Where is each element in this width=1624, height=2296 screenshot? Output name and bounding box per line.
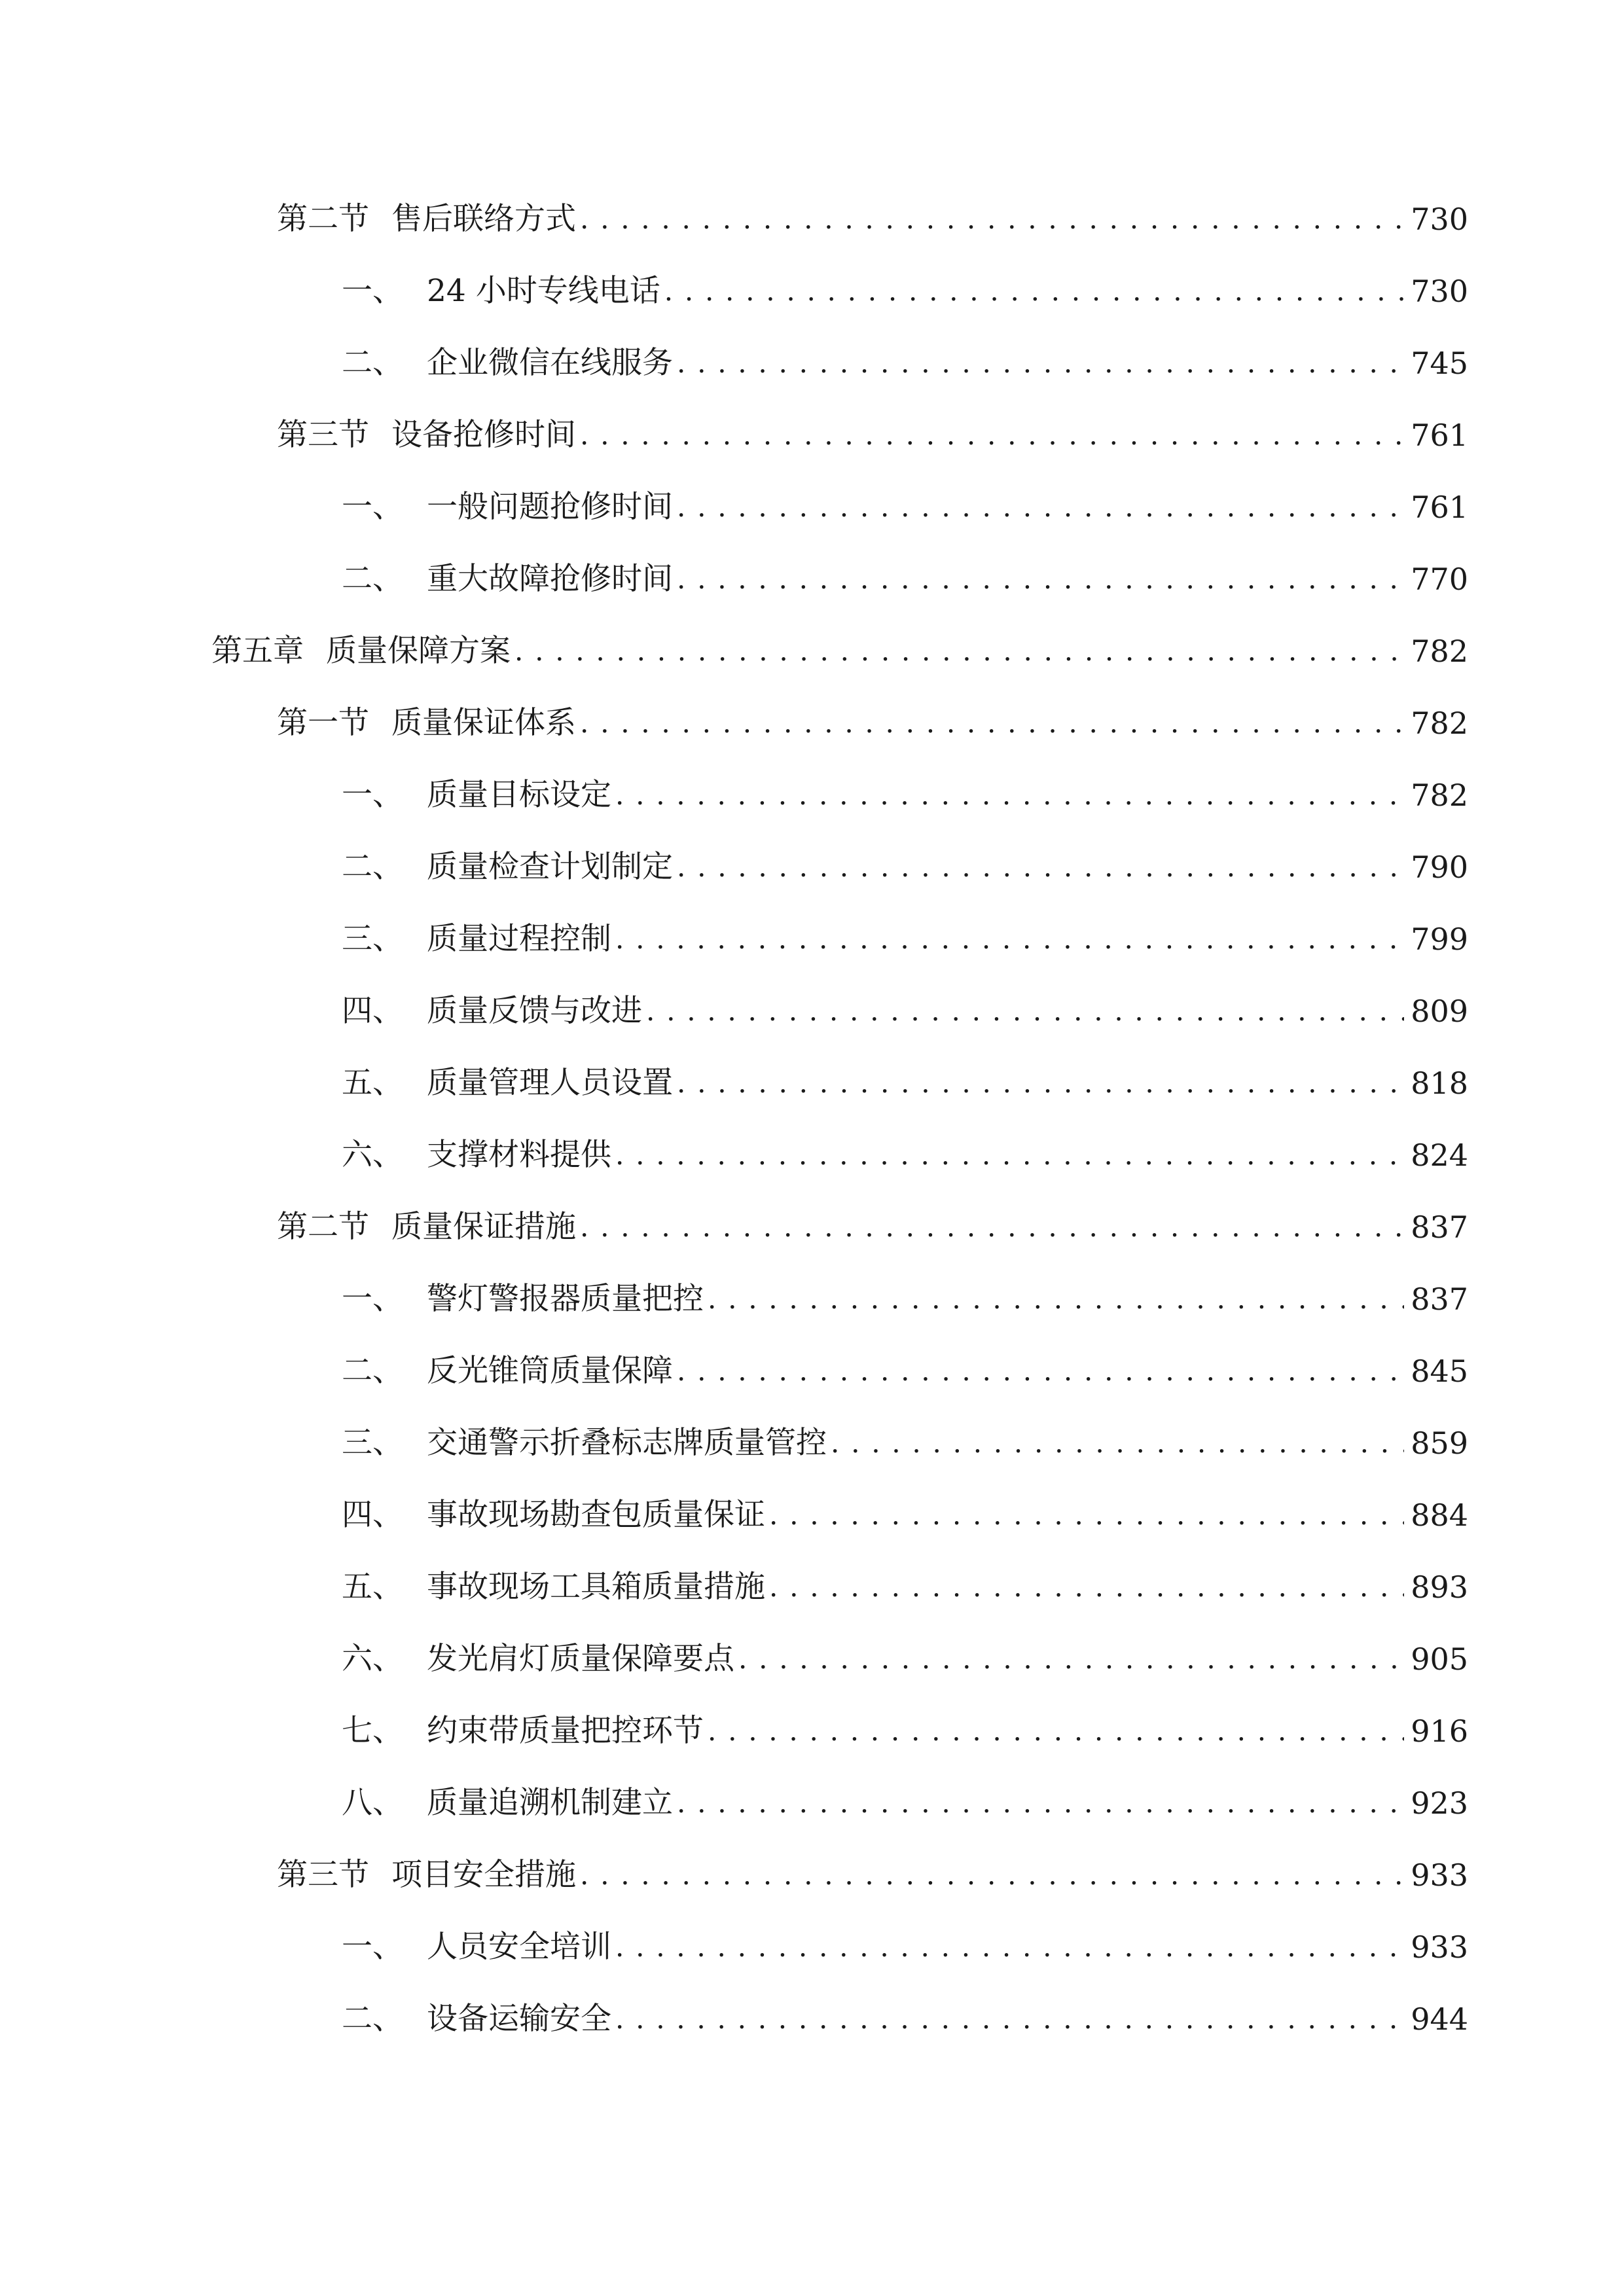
toc-entry-title: 事故现场勘查包质量保证 <box>427 1497 765 1533</box>
toc-entry-number: 第一节 <box>277 705 369 741</box>
dot-leader <box>646 985 1404 1037</box>
toc-entry-number: 二、 <box>342 849 403 885</box>
toc-entry-number: 第二节 <box>277 1209 369 1245</box>
toc-entry-item[interactable] <box>342 1633 1468 1685</box>
toc-entry-page: 782 <box>1411 706 1468 741</box>
toc-entry-title: 项目安全措施 <box>391 1857 576 1893</box>
dot-leader <box>580 409 1404 461</box>
dot-leader <box>738 1633 1404 1685</box>
toc-entry-item[interactable] <box>342 1561 1468 1613</box>
toc-entry-page: 761 <box>1411 418 1468 453</box>
dot-leader <box>615 769 1404 821</box>
toc-entry-number: 六、 <box>342 1641 403 1677</box>
dot-leader <box>677 553 1404 605</box>
toc-entry-page: 893 <box>1411 1570 1468 1605</box>
dot-leader <box>769 1489 1404 1541</box>
toc-entry-page: 730 <box>1411 202 1468 237</box>
dot-leader <box>708 1705 1404 1757</box>
toc-entry-title: 24 小时专线电话 <box>427 273 660 309</box>
toc-entry-number: 四、 <box>342 1497 403 1533</box>
dot-leader <box>580 193 1404 245</box>
toc-entry-number: 二、 <box>342 561 403 597</box>
toc-entry-title: 发光肩灯质量保障要点 <box>427 1641 734 1677</box>
toc-entry-section[interactable] <box>277 1201 1468 1253</box>
toc-entry-number: 五、 <box>342 1065 403 1101</box>
toc-entry-number: 二、 <box>342 345 403 381</box>
toc-entry-page: 799 <box>1411 922 1468 957</box>
toc-entry-item[interactable] <box>342 913 1468 965</box>
toc-entry-item[interactable] <box>342 769 1468 821</box>
toc-entry-title: 警灯警报器质量把控 <box>427 1281 704 1317</box>
toc-entry-number: 第三节 <box>277 1857 369 1893</box>
toc-entry-number: 五、 <box>342 1569 403 1605</box>
toc-entry-number: 二、 <box>342 2001 403 2037</box>
toc-entry-title: 支撑材料提供 <box>427 1137 611 1173</box>
toc-entry-number: 四、 <box>342 993 403 1029</box>
toc-entry-title: 设备运输安全 <box>427 2001 611 2037</box>
toc-entry-item[interactable] <box>342 1921 1468 1973</box>
toc-entry-page: 916 <box>1411 1713 1468 1749</box>
dot-leader <box>677 1345 1404 1397</box>
toc-entry-number: 六、 <box>342 1137 403 1173</box>
toc-entry-page: 905 <box>1411 1641 1468 1677</box>
toc-entry-number: 第五章 <box>211 633 304 669</box>
dot-leader <box>708 1273 1404 1325</box>
toc-entry-title: 质量过程控制 <box>427 921 611 957</box>
dot-leader <box>677 337 1404 389</box>
toc-entry-item[interactable] <box>342 265 1468 317</box>
toc-entry-number: 一、 <box>342 273 403 309</box>
toc-entry-number: 第二节 <box>277 201 369 237</box>
toc-entry-page: 770 <box>1411 562 1468 597</box>
dot-leader <box>769 1561 1404 1613</box>
toc-entry-page: 944 <box>1411 2001 1468 2037</box>
toc-entry-section[interactable] <box>277 697 1468 749</box>
toc-entry-section[interactable] <box>277 409 1468 461</box>
toc-entry-page: 884 <box>1411 1498 1468 1533</box>
toc-entry-page: 761 <box>1411 490 1468 525</box>
toc-entry-chapter[interactable] <box>211 625 1468 677</box>
toc-entry-title: 质量保障方案 <box>326 633 511 669</box>
toc-entry-item[interactable] <box>342 481 1468 533</box>
toc-entry-title: 企业微信在线服务 <box>427 345 673 381</box>
toc-entry-item[interactable] <box>342 1705 1468 1757</box>
toc-entry-page: 818 <box>1411 1066 1468 1101</box>
toc-entry-title: 质量反馈与改进 <box>427 993 642 1029</box>
toc-entry-item[interactable] <box>342 1057 1468 1109</box>
toc-entry-item[interactable] <box>342 1777 1468 1829</box>
toc-entry-page: 730 <box>1411 274 1468 309</box>
toc-entry-number: 三、 <box>342 1425 403 1461</box>
dot-leader <box>664 265 1404 317</box>
toc-entry-title: 质量保证措施 <box>391 1209 576 1245</box>
dot-leader <box>615 913 1404 965</box>
toc-entry-page: 782 <box>1411 778 1468 813</box>
toc-entry-page: 837 <box>1411 1282 1468 1317</box>
dot-leader <box>677 481 1404 533</box>
toc-entry-item[interactable] <box>342 1129 1468 1181</box>
toc-entry-title: 质量管理人员设置 <box>427 1065 673 1101</box>
toc-entry-number: 三、 <box>342 921 403 957</box>
toc-entry-page: 845 <box>1411 1354 1468 1389</box>
toc-entry-section[interactable] <box>277 1849 1468 1901</box>
toc-entry-item[interactable] <box>342 1417 1468 1469</box>
toc-entry-item[interactable] <box>342 1993 1468 2045</box>
dot-leader <box>514 625 1404 677</box>
toc-entry-title: 质量保证体系 <box>391 705 576 741</box>
toc-entry-title: 重大故障抢修时间 <box>427 561 673 597</box>
dot-leader <box>615 1921 1404 1973</box>
dot-leader <box>677 841 1404 893</box>
toc-entry-title: 事故现场工具箱质量措施 <box>427 1569 765 1605</box>
dot-leader <box>831 1417 1404 1469</box>
toc-entry-number: 七、 <box>342 1713 403 1749</box>
toc-entry-title: 质量检查计划制定 <box>427 849 673 885</box>
dot-leader <box>580 697 1404 749</box>
dot-leader <box>677 1057 1404 1109</box>
toc-entry-page: 745 <box>1411 346 1468 381</box>
toc-entry-page: 837 <box>1411 1210 1468 1245</box>
toc-entry-page: 809 <box>1411 994 1468 1029</box>
toc-entry-number: 一、 <box>342 489 403 525</box>
toc-entry-item[interactable] <box>342 337 1468 389</box>
toc-entry-number: 八、 <box>342 1785 403 1821</box>
toc-entry-item[interactable] <box>342 1273 1468 1325</box>
toc-entry-item[interactable] <box>342 985 1468 1037</box>
toc-entry-page: 824 <box>1411 1138 1468 1173</box>
toc-entry-title: 设备抢修时间 <box>391 417 576 453</box>
toc-entry-title: 一般问题抢修时间 <box>427 489 673 525</box>
dot-leader <box>615 1129 1404 1181</box>
toc-entry-section[interactable] <box>277 193 1468 245</box>
toc-entry-title: 质量目标设定 <box>427 777 611 813</box>
toc-entry-title: 质量追溯机制建立 <box>427 1785 673 1821</box>
toc-entry-item[interactable] <box>342 1489 1468 1541</box>
dot-leader <box>677 1777 1404 1829</box>
toc-entry-number: 一、 <box>342 777 403 813</box>
toc-entry-page: 933 <box>1411 1929 1468 1965</box>
toc-entry-number: 一、 <box>342 1929 403 1965</box>
toc-entry-page: 923 <box>1411 1785 1468 1821</box>
toc-entry-page: 933 <box>1411 1857 1468 1893</box>
toc-entry-title: 售后联络方式 <box>391 201 576 237</box>
toc-entry-title: 约束带质量把控环节 <box>427 1713 704 1749</box>
dot-leader <box>580 1201 1404 1253</box>
toc-entry-title: 交通警示折叠标志牌质量管控 <box>427 1425 827 1461</box>
toc-entry-page: 859 <box>1411 1426 1468 1461</box>
toc-entry-title: 人员安全培训 <box>427 1929 611 1965</box>
toc-entry-page: 782 <box>1411 634 1468 669</box>
toc-entry-number: 一、 <box>342 1281 403 1317</box>
toc-entry-item[interactable] <box>342 553 1468 605</box>
toc-entry-number: 二、 <box>342 1353 403 1389</box>
dot-leader <box>615 1993 1404 2045</box>
toc-entry-title: 反光锥筒质量保障 <box>427 1353 673 1389</box>
toc-entry-number: 第三节 <box>277 417 369 453</box>
toc-entry-item[interactable] <box>342 1345 1468 1397</box>
toc-entry-item[interactable] <box>342 841 1468 893</box>
toc-entry-page: 790 <box>1411 850 1468 885</box>
dot-leader <box>580 1849 1404 1901</box>
